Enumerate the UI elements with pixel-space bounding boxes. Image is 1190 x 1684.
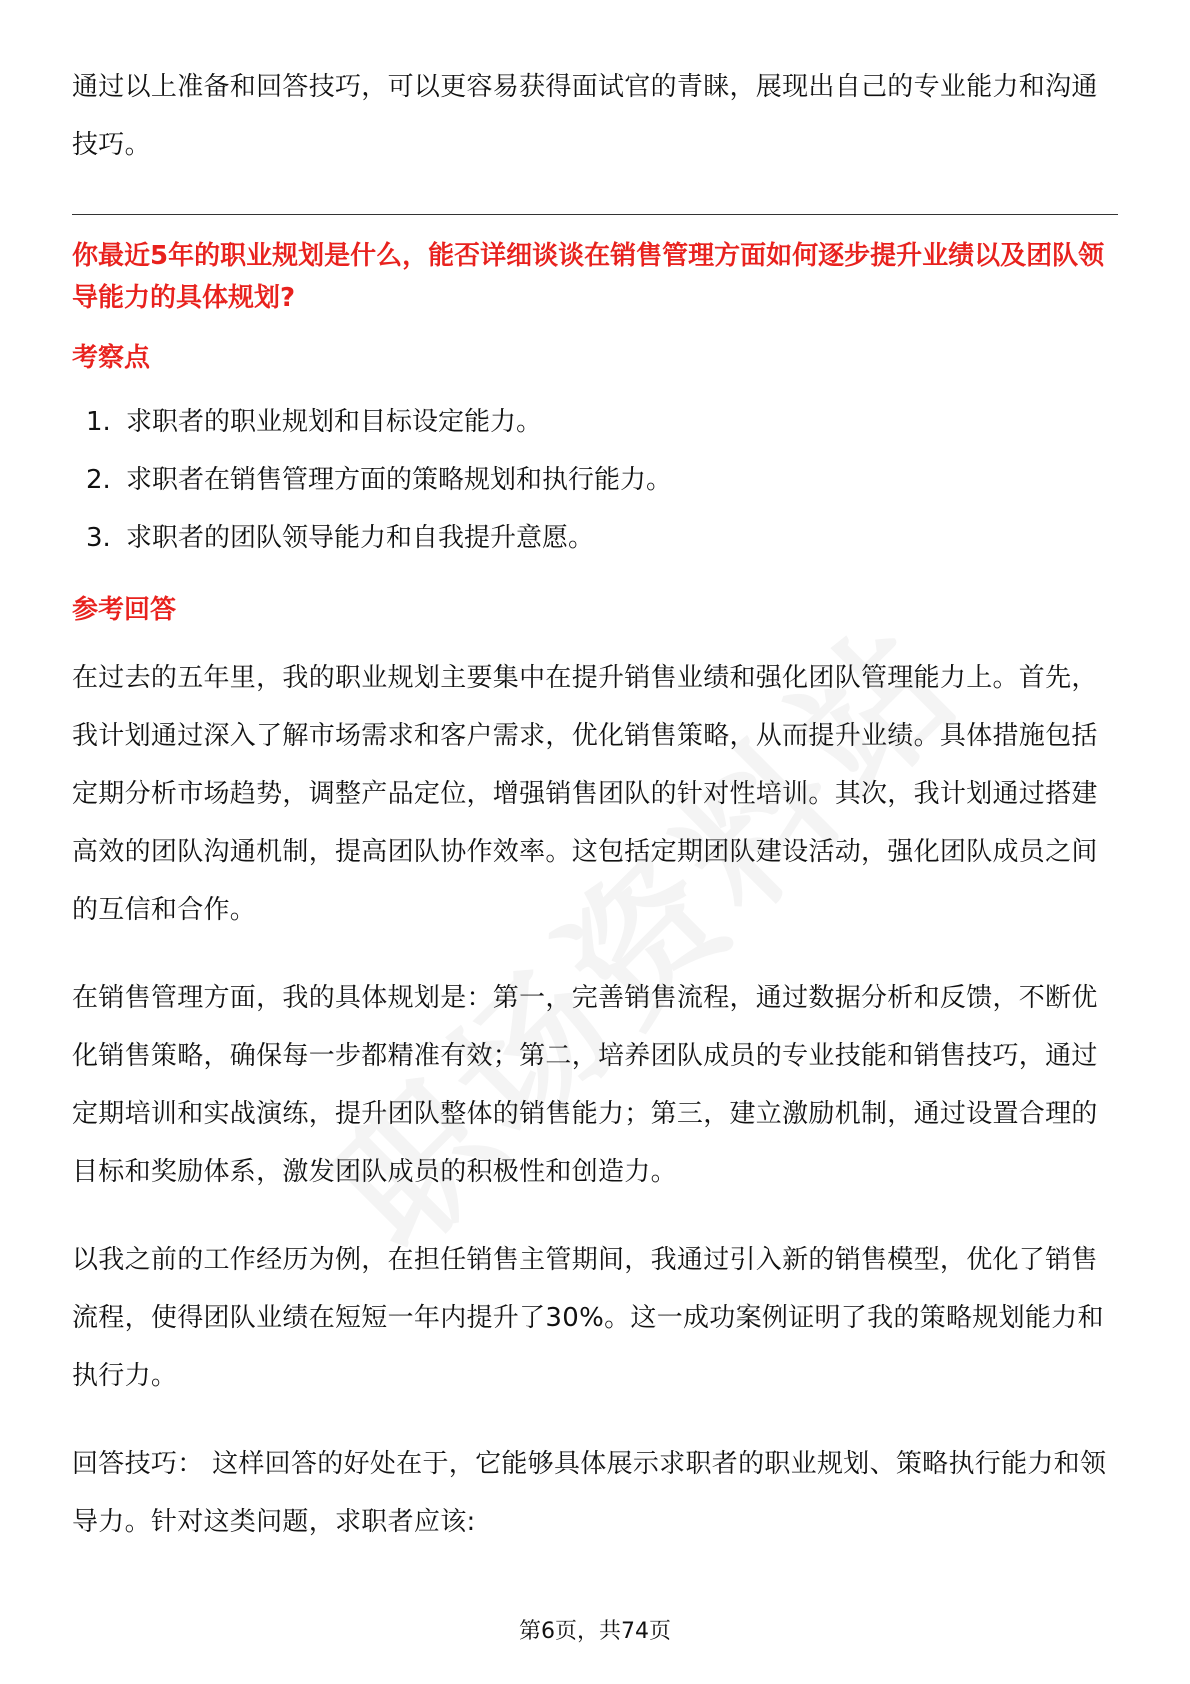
answer-paragraph: 在过去的五年里，我的职业规划主要集中在提升销售业绩和强化团队管理能力上。首先，我计划通过深入了解市场需求和客户需求，优化销售策略，从而提升业绩。具体措施包括定期分析市场趋势，调整产品定位，增强销售团队的针对性培训。其次，我计划通过搭建高效的团队沟通机制，提高团队协作效率。这包括定期团队建设活动，强化团队成员之间的互信和合作。 (72, 663, 1098, 925)
answer-paragraph: 以我之前的工作经历为例，在担任销售主管期间，我通过引入新的销售模型，优化了销售流程，使得团队业绩在短短一年内提升了30%。这一成功案例证明了我的策略规划能力和执行力。 (72, 1245, 1104, 1391)
list-text: 求职者在销售管理方面的策略规划和执行能力。 (126, 465, 673, 495)
interview-question: 你最近5年的职业规划是什么，能否详细谈谈在销售管理方面如何逐步提升业绩以及团队领导能力的具体规划? (72, 241, 1105, 313)
document-page (72, 58, 1118, 1551)
key-points-list (72, 393, 1118, 567)
list-item (72, 509, 1118, 567)
tips-paragraph: 回答技巧： 这样回答的好处在于，它能够具体展示求职者的职业规划、策略执行能力和领导力。针对这类问题，求职者应该: (72, 1449, 1107, 1537)
answer-title: 参考回答 (72, 595, 177, 625)
list-item (72, 451, 1118, 509)
answer-paragraph: 在销售管理方面，我的具体规划是：第一，完善销售流程，通过数据分析和反馈，不断优化销售策略，确保每一步都精准有效；第二，培养团队成员的专业技能和销售技巧，通过定期培训和实战演练，提升团队整体的销售能力；第三，建立激励机制，通过设置合理的目标和奖励体系，激发团队成员的积极性和创造力。 (72, 983, 1098, 1187)
list-number: 2. (86, 465, 111, 495)
page-footer: 第6页，共74页 (519, 1619, 671, 1644)
list-number: 1. (86, 407, 111, 437)
list-item (72, 393, 1118, 451)
section-divider (72, 214, 1118, 215)
key-points-title: 考察点 (72, 343, 151, 373)
list-text: 求职者的团队领导能力和自我提升意愿。 (126, 523, 595, 553)
intro-paragraph: 通过以上准备和回答技巧，可以更容易获得面试官的青睐，展现出自己的专业能力和沟通技巧。 (72, 72, 1098, 160)
list-text: 求职者的职业规划和目标设定能力。 (126, 407, 543, 437)
list-number: 3. (86, 523, 111, 553)
